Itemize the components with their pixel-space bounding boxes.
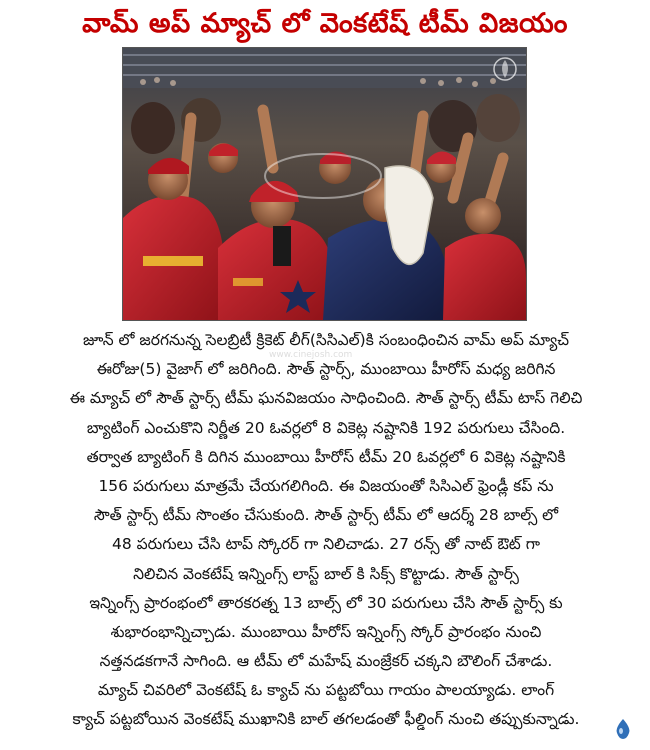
article-line: క్యాచ్ పట్టబోయిన వెంకటేష్ ముఖానికి బాల్ తగలడంతో ఫీల్డింగ్ నుంచి తప్పుకున్నాడు. (72, 710, 580, 729)
article-line: సౌత్ స్టార్స్ టీమ్ సొంతం చేసుకుంది. సౌత్ స్టార్స్ టీమ్ లో ఆదర్శ్ 28 బాల్స్ లో (93, 506, 559, 525)
article-line: తర్వాత బ్యాటింగ్ కి దిగిన ముంబాయి హీరోస్ టీమ్ 20 ఓవర్లలో 6 వికెట్ల నష్టానికి (86, 447, 566, 466)
article-line: నిలిచిన వెంకటేష్ ఇన్నింగ్స్ లాస్ట్ బాల్ కి సిక్స్ కొట్టాడు. సౌత్ స్టార్స్ (133, 564, 519, 583)
article-line: ఈ మ్యాచ్ లో సౌత్ స్టార్స్ టీమ్ ఘనవిజయం సాధించింది. సౌత్ స్టార్స్ టీమ్ టాస్ గెలిచి (69, 389, 583, 408)
article-line: ఈరోజు(5) వైజాగ్ లో జరిగింది. సౌత్ స్టార్స్, ముంబాయి హీరోస్ మధ్య జరిగిన (96, 360, 556, 379)
article-line: జూన్ లో జరగనున్న సెలబ్రిటీ క్రికెట్ లీగ్(సిసిఎల్)కి సంబంధించిన వామ్ అప్ మ్యాచ్ (82, 331, 570, 349)
article-body (22, 326, 630, 735)
article-line: ఇన్నింగ్స్ ప్రారంభంలో తారకరత్న 13 బాల్స్ లో 30 పరుగులు చేసి సౌత్ స్టార్స్ కు (89, 593, 563, 612)
article-line: నత్తనడకగానే సాగింది. ఆ టీమ్ లో మహేష్ మంజ్రేకర్ చక్కని బౌలింగ్ చేశాడు. (99, 652, 553, 671)
photo-credit: www.cinejosh.com (269, 350, 353, 360)
cinejosh-logo-icon (492, 56, 518, 82)
droplet-logo-icon (612, 718, 634, 740)
page-title: వామ్ అప్ మ్యాచ్ లో వెంకటేష్ టీమ్ విజయం (82, 8, 568, 39)
article-line: బ్యాటింగ్ ఎంచుకొని నిర్ణీత 20 ఓవర్లలో 8 వికెట్ల నష్టానికి 192 పరుగులు చేసింది. (86, 418, 566, 437)
article-line: మ్యాచ్ చివరిలో వెంకటేష్ ఓ క్యాచ్ ను పట్టబోయి గాయం పాలయ్యాడు. లాంగ్ (97, 681, 555, 700)
crowd-celebration-illustration (123, 48, 526, 320)
article-line: 48 పరుగులు చేసి టాప్ స్కోరర్ గా నిలిచాడు. 27 రన్స్ తో నాట్ ఔట్ గా (112, 535, 540, 554)
article-line: 156 పరుగులు మాత్రమే చేయగలిగింది. ఈ విజయంతో సిసిఎల్ ఫ్రెండ్లీ కప్ ను (98, 476, 554, 495)
article-line: శుభారంభాన్నిచ్చాడు. ముంబాయి హీరోస్ ఇన్నింగ్స్ స్కోర్ ప్రారంభం నుంచి (110, 622, 542, 641)
